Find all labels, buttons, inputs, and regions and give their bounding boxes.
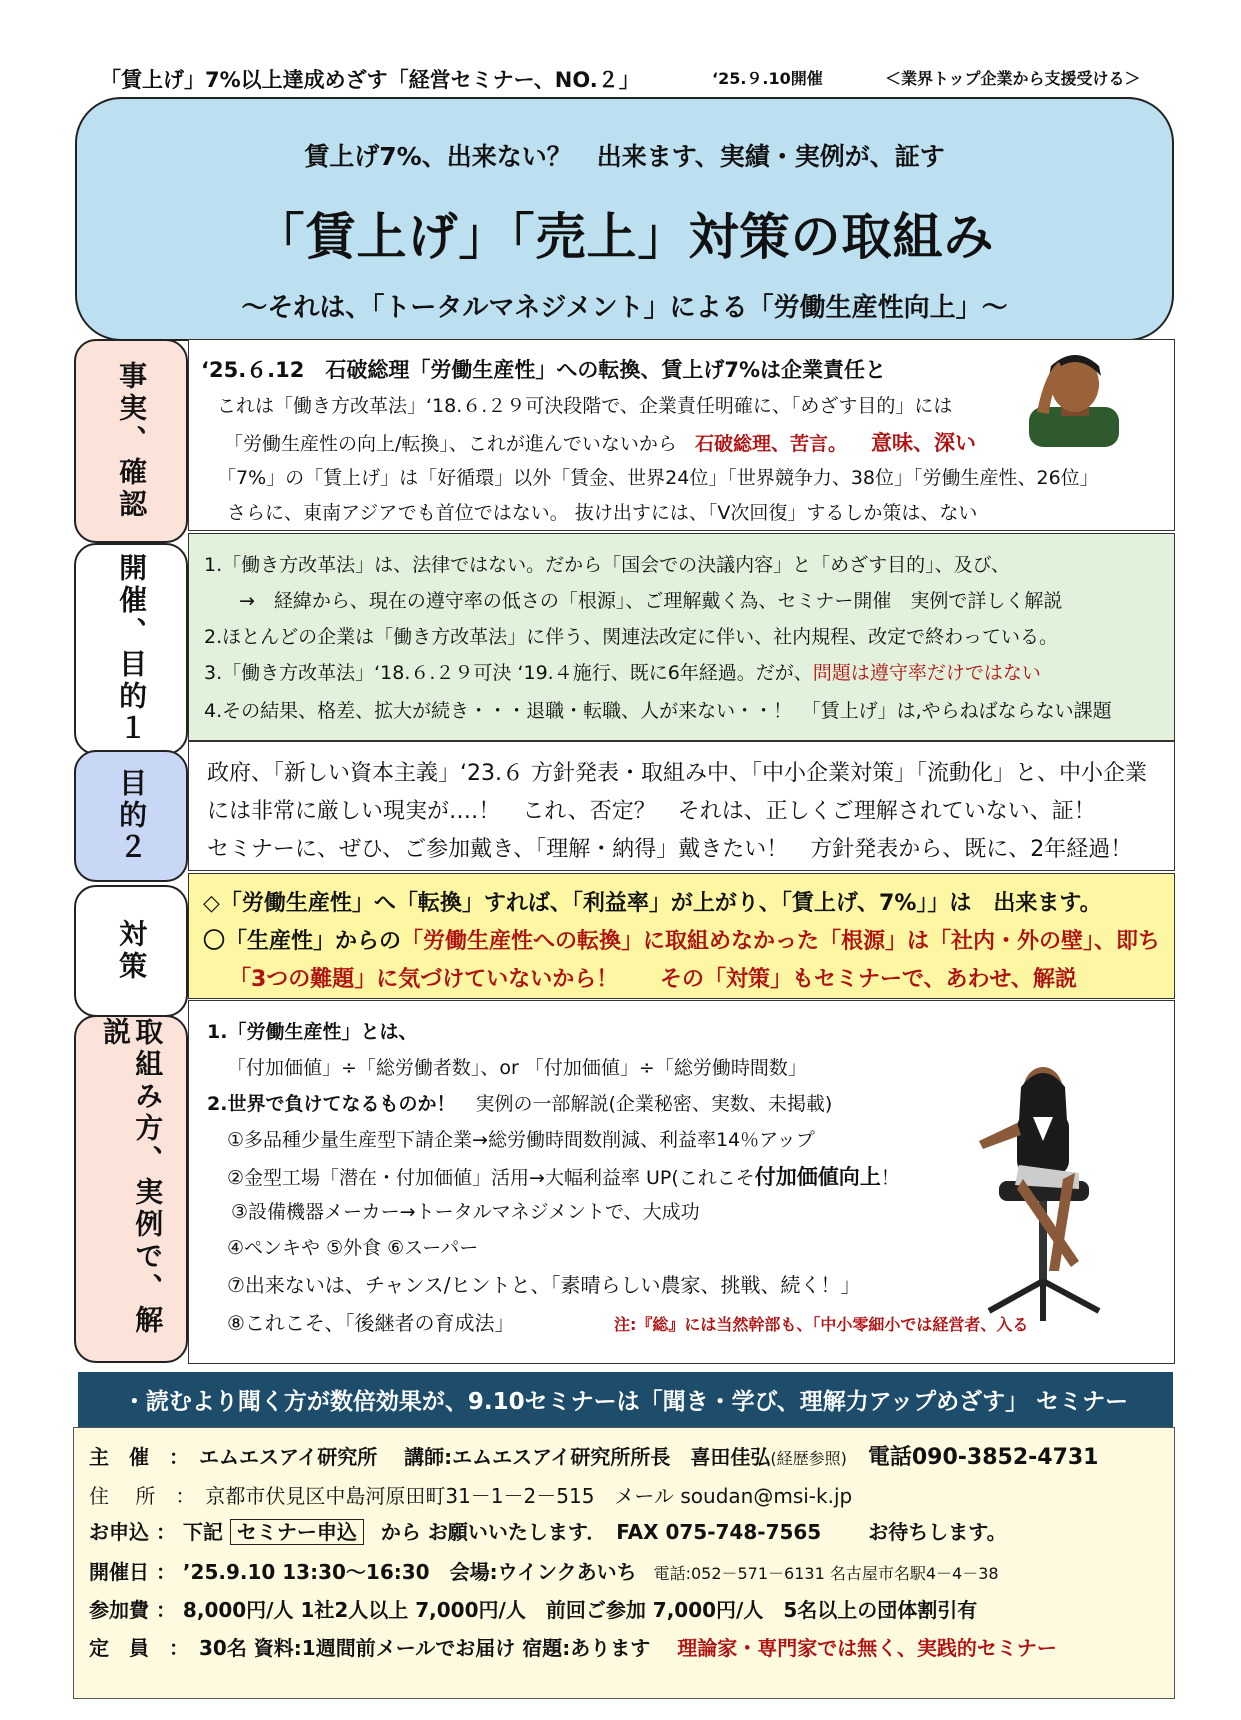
info-address: 住 所 ： 京都市伏見区中島河原田町31－1－2－515 メール soudan@msi-k.jp (89, 1484, 853, 1508)
seminar-apply-button[interactable]: セミナー申込 (230, 1519, 364, 1545)
seminar-date: ‘25.９.10開催 (712, 69, 823, 88)
info-fee: 参加費 ： 8,000円/人 1社2人以上 7,000円/人 前回ご参加 7,000円/人 5名以上の団体割引有 (89, 1598, 978, 1622)
info-apply: お申込 ： 下記 セミナー申込 から お願いいたします． FAX 075-748-7565 お待ちします。 (89, 1520, 1007, 1544)
purpose2-line-1: 政府、「新しい資本主義」‘23.６ 方針発表・取組み中、「中小企業対策」「流動化」と、中小企業 (207, 761, 1147, 786)
examples-note: 注:『総』には当然幹部も、「中小零細小では経営者、入る (614, 1315, 1029, 1334)
fact-line-3: 「労働生産性の向上/転換」、これが進んでいないから 石破総理、苦言。 意味、深い (224, 431, 977, 455)
label-purpose2: 目的２ (74, 750, 188, 882)
measures-line-2: 〇「生産性」からの「労働生産性への転換」に取組めなかった「根源」は「社内・外の壁」、即ち (203, 929, 1161, 954)
examples-line-8: ⑦出来ないは、チャンス/ヒントと、「素晴らしい農家、挑戦、続く！」 (227, 1273, 861, 1297)
section-purpose2 (188, 741, 1175, 871)
measures-line-1: ◇「労働生産性」へ「転換」すれば、「利益率」が上がり、「賃上げ、7%」」は 出来ます。 (203, 891, 1102, 916)
seminar-title: 「賃上げ」7%以上達成めざす「経営セミナー、NO.２」 (100, 68, 640, 92)
purpose1-line-1: 1.「働き方改革法」は、法律ではない。だから「国会での決議内容」と「めざす目的」、及び、 (204, 554, 1010, 576)
info-capacity: 定 員 ： 30名 資料:1週間前メールでお届け 宿題:あります 理論家・専門家では無く、実践的セミナー (89, 1636, 1057, 1660)
worried-man-photo (1019, 352, 1127, 447)
seated-woman-photo (959, 1061, 1119, 1331)
fact-line-2: これは「働き方改革法」‘18.６.２９可決段階で、企業責任明確に、「めざす目的」には (217, 395, 953, 417)
examples-line-7: ④ペンキや ⑤外食 ⑥スーパー (227, 1237, 479, 1259)
section-examples (188, 1000, 1175, 1364)
top-line (0, 60, 1241, 100)
label-measures: 対策 (74, 885, 188, 1017)
examples-line-4: ①多品種少量生産型下請企業→総労働時間数削減、利益率14％アップ (227, 1129, 815, 1151)
measures-line-3: 「3つの難題」に気づけていないから！ その「対策」もセミナーで、あわせ、解説 (229, 967, 1077, 992)
header-subtitle: 賃上げ7%、出来ない？ 出来ます、実績・実例が、証す (304, 142, 945, 171)
support-note: ＜業界トップ企業から支援受ける＞ (885, 69, 1141, 88)
section-purpose1 (188, 533, 1175, 741)
header-tagline: ～それは、「トータルマネジメント」による「労働生産性向上」～ (241, 293, 1008, 323)
examples-line-5: ②金型工場「潜在・付加価値」活用→大幅利益率 UP(これこそ付加価値向上！ (227, 1165, 900, 1189)
examples-line-2: 「付加価値」÷「総労働者数」、or 「付加価値」÷「総労働時間数」 (227, 1057, 807, 1079)
info-organizer: 主 催 ： エムエスアイ研究所 講師:エムエスアイ研究所所長 喜田佳弘(経歴参照) 電話090-3852-4731 (89, 1445, 1099, 1470)
fact-line-5: さらに、東南アジアでも首位ではない。 抜け出すには、「V次回復」するしか策は、ない (227, 502, 978, 524)
info-box (73, 1427, 1175, 1699)
info-date: 開催日 ： ’25.9.10 13:30～16:30 会場:ウインクあいち 電話:052－571－6131 名古屋市名駅4－4－38 (89, 1560, 999, 1584)
label-purpose1: 開催、目的１ (74, 543, 188, 755)
fact-line-1: ‘25.６.12 石破総理「労働生産性」への転換、賃上げ7%は企業責任と (201, 358, 887, 382)
examples-line-1: 1.「労働生産性」とは、 (207, 1021, 418, 1043)
fact-line-4: 「7%」の「賃上げ」は「好循環」以外「賃金、世界24位」「世界競争力、38位」「労働生産性、26位」 (217, 467, 1099, 489)
examples-line-3: 2.世界で負けてなるものか！ 実例の一部解説(企業秘密、実数、未掲載) (207, 1093, 833, 1115)
purpose1-line-2: → 経緯から、現在の遵守率の低さの「根源」、ご理解戴く為、セミナー開催 実例で詳しく解説 (239, 590, 1063, 612)
purpose1-line-4: 3.「働き方改革法」‘18.６.２９可決 ‘19.４施行、既に6年経過。だが、問題は遵守率だけではない (204, 662, 1041, 684)
section-fact (188, 339, 1175, 531)
label-examples: 取組み方、実例で、解説 (74, 1015, 188, 1363)
header-banner (75, 97, 1174, 341)
bottom-banner: ・読むより聞く方が数倍効果が、9.10セミナーは「聞き・学び、理解力アップめざす」 セミナー (78, 1372, 1173, 1427)
purpose1-line-5: 4.その結果、格差、拡大が続き・・・退職・転職、人が来ない・・！ 「賃上げ」は,やらねばならない課題 (204, 700, 1112, 722)
examples-line-9: ⑧これこそ、「後継者の育成法」 (227, 1311, 515, 1335)
label-fact: 事実、確認 (74, 339, 188, 543)
page-title: 「賃上げ」「売上」対策の取組み (254, 208, 995, 266)
purpose1-line-3: 2.ほとんどの企業は「働き方改革法」に伴う、関連法改定に伴い、社内規程、改定で終わっている。 (204, 626, 1058, 648)
section-measures (188, 873, 1175, 999)
examples-line-6: ③設備機器メーカー→トータルマネジメントで、大成功 (231, 1201, 700, 1223)
purpose2-line-2: には非常に厳しい現実が‥‥！ これ、否定？ それは、正しくご理解されていない、証！ (207, 799, 1096, 824)
purpose2-line-3: セミナーに、ぜひ、ご参加戴き、「理解・納得」戴きたい！ 方針発表から、既に、2年経過！ (207, 837, 1133, 862)
